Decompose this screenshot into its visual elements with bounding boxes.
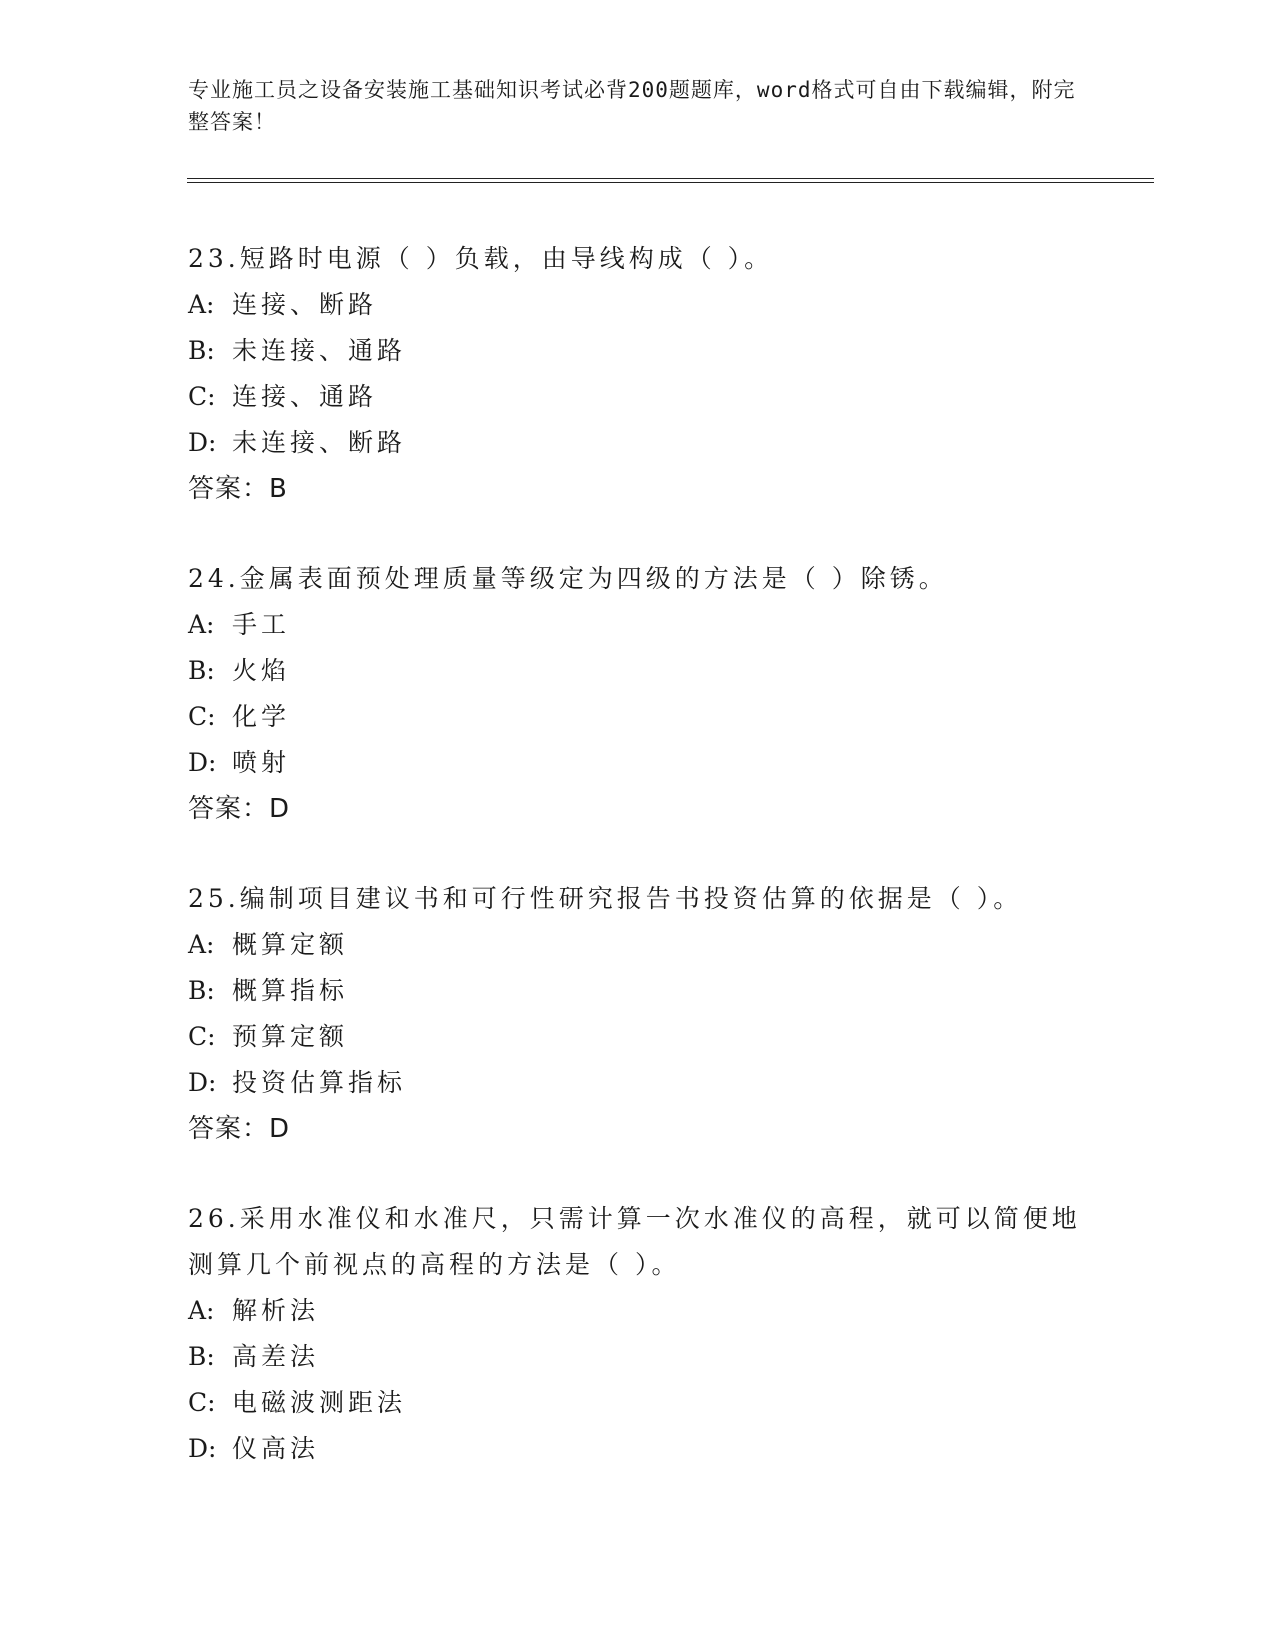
option-c bbox=[188, 374, 1108, 420]
option-label: B: bbox=[188, 336, 215, 365]
option-label: A: bbox=[188, 1296, 215, 1325]
option-label: B: bbox=[188, 656, 215, 685]
option-label: A: bbox=[188, 290, 215, 319]
option-b bbox=[188, 648, 1108, 694]
option-label: C: bbox=[188, 1388, 216, 1417]
question-23 bbox=[188, 236, 1108, 512]
question-stem: 26.采用水准仪和水准尺，只需计算一次水准仪的高程，就可以简便地测算几个前视点的高程的方法是（ ）。 bbox=[188, 1204, 1081, 1279]
option-b bbox=[188, 1334, 1108, 1380]
option-label: A: bbox=[188, 610, 215, 639]
question-24 bbox=[188, 556, 1108, 832]
answer-line: 答案：D bbox=[188, 1114, 291, 1144]
question-26 bbox=[188, 1196, 1108, 1472]
option-text: 火焰 bbox=[232, 656, 291, 685]
answer-line: 答案：B bbox=[188, 474, 288, 504]
option-text: 仪高法 bbox=[232, 1434, 320, 1463]
option-label: D: bbox=[188, 748, 217, 777]
option-label: D: bbox=[188, 1434, 217, 1463]
answer-line: 答案：D bbox=[188, 794, 291, 824]
option-c bbox=[188, 694, 1108, 740]
option-a bbox=[188, 922, 1108, 968]
option-b bbox=[188, 328, 1108, 374]
option-label: B: bbox=[188, 1342, 215, 1371]
option-b bbox=[188, 968, 1108, 1014]
option-label: B: bbox=[188, 976, 215, 1005]
option-a bbox=[188, 602, 1108, 648]
option-text: 概算指标 bbox=[232, 976, 349, 1005]
option-c bbox=[188, 1380, 1108, 1426]
header-divider-bottom bbox=[187, 182, 1154, 183]
question-stem: 25.编制项目建议书和可行性研究报告书投资估算的依据是（ ）。 bbox=[188, 884, 1023, 913]
option-text: 手工 bbox=[232, 610, 291, 639]
option-label: A: bbox=[188, 930, 215, 959]
option-text: 解析法 bbox=[232, 1296, 320, 1325]
option-d bbox=[188, 740, 1108, 786]
option-text: 连接、断路 bbox=[232, 290, 378, 319]
question-stem: 24.金属表面预处理质量等级定为四级的方法是（ ）除锈。 bbox=[188, 564, 948, 593]
option-text: 未连接、断路 bbox=[232, 428, 407, 457]
option-d bbox=[188, 1426, 1108, 1472]
option-text: 连接、通路 bbox=[232, 382, 378, 411]
option-d bbox=[188, 1060, 1108, 1106]
option-text: 预算定额 bbox=[232, 1022, 349, 1051]
option-a bbox=[188, 282, 1108, 328]
option-text: 未连接、通路 bbox=[232, 336, 407, 365]
option-text: 电磁波测距法 bbox=[232, 1388, 407, 1417]
question-stem: 23.短路时电源（ ）负载，由导线构成（ ）。 bbox=[188, 244, 774, 273]
option-label: C: bbox=[188, 382, 216, 411]
document-header: 专业施工员之设备安装施工基础知识考试必背200题题库，word格式可自由下载编辑，附完整答案！ bbox=[188, 78, 1076, 134]
option-text: 概算定额 bbox=[232, 930, 349, 959]
option-label: C: bbox=[188, 702, 216, 731]
option-a bbox=[188, 1288, 1108, 1334]
option-label: D: bbox=[188, 428, 217, 457]
option-text: 喷射 bbox=[232, 748, 291, 777]
header-divider-top bbox=[187, 178, 1154, 179]
option-label: C: bbox=[188, 1022, 216, 1051]
option-c bbox=[188, 1014, 1108, 1060]
question-25 bbox=[188, 876, 1108, 1152]
option-text: 投资估算指标 bbox=[232, 1068, 407, 1097]
option-label: D: bbox=[188, 1068, 217, 1097]
option-text: 高差法 bbox=[232, 1342, 320, 1371]
option-d bbox=[188, 420, 1108, 466]
option-text: 化学 bbox=[232, 702, 291, 731]
